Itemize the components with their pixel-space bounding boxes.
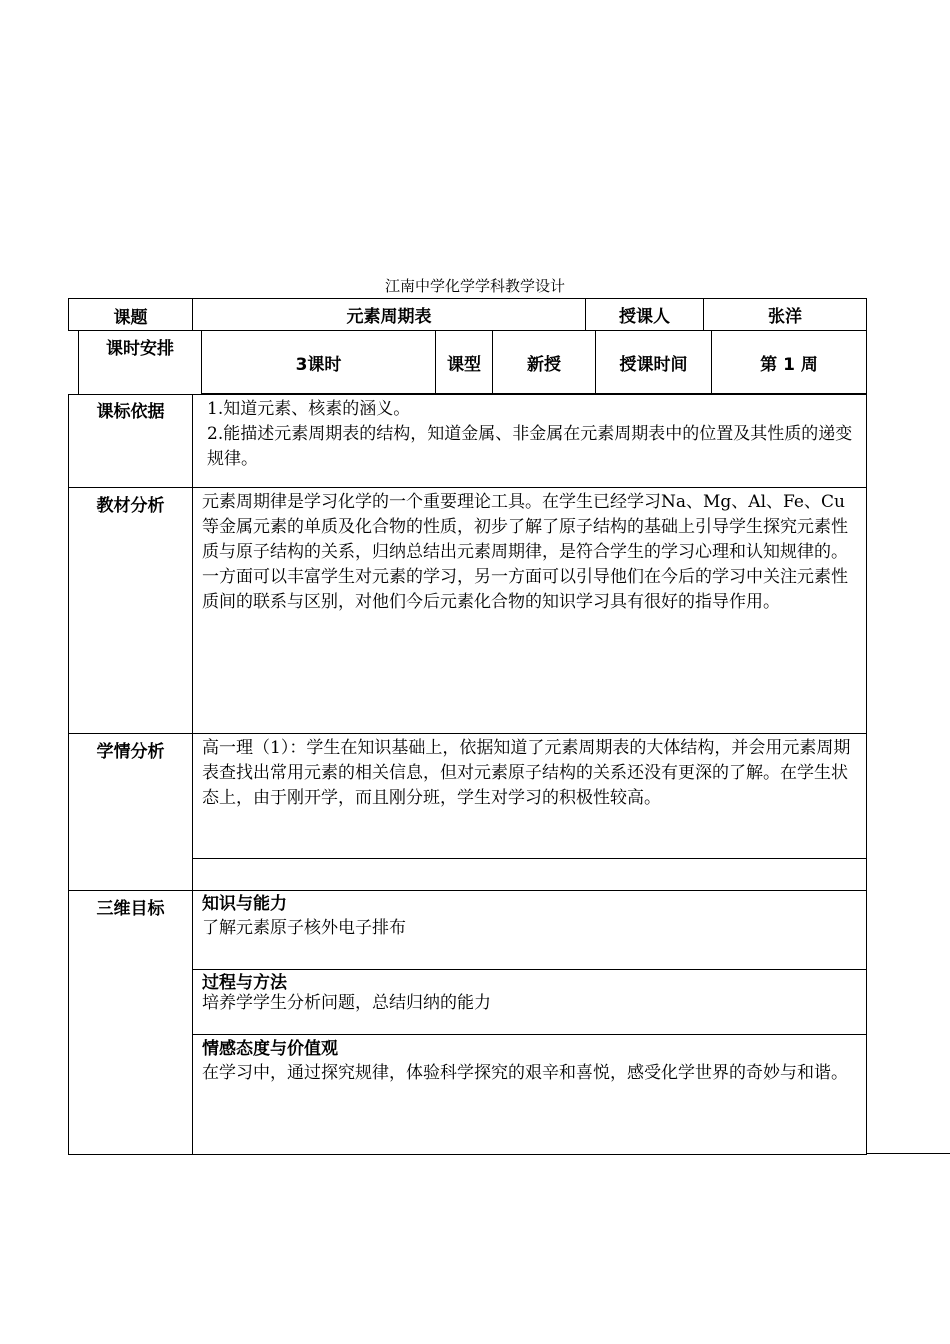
curriculum-basis-line-2: 2.能描述元素周期表的结构，知道金属、非金属在元素周期表中的位置及其性质的递变规律。 (207, 424, 853, 469)
emotion-section (202, 1037, 858, 1086)
curriculum-basis-line-1: 1.知道元素、核素的涵义。 (207, 399, 411, 419)
document-title: 江南中学化学学科教学设计 (384, 277, 565, 295)
rule-after-basis (68, 487, 867, 488)
header-row (68, 298, 867, 331)
hours-value: 3课时 (202, 331, 436, 393)
label-column-rule (192, 394, 193, 1155)
time-label: 授课时间 (596, 331, 712, 393)
schedule-label: 课时安排 (106, 339, 174, 359)
topic-label: 课题 (69, 299, 193, 330)
objectives-label: 三维目标 (96, 899, 165, 919)
textbook-analysis-text: 元素周期律是学习化学的一个重要理论工具。在学生已经学习Na、Mg、Al、Fe、Cu等金属元素的单质及化合物的性质，初步了解了原子结构的基础上引导学生探究元素性质与原子结构的关系，归纳总结出元素周期律，是符合学生的学习心理和认知规律的。一方面可以丰富学生对元素的学习，另一方面可以引导他们在今后的学习中关注元素性质间的联系与区别，对他们今后元素化合物的知识学习具有很好的指导作用。 (202, 492, 848, 612)
knowledge-section (202, 892, 858, 941)
time-value: 第 1 周 (760, 354, 818, 375)
rule-after-textbook (68, 733, 867, 734)
process-heading: 过程与方法 (202, 973, 287, 993)
schedule-row (201, 331, 867, 394)
type-value: 新授 (493, 331, 596, 393)
curriculum-basis-label: 课标依据 (96, 402, 165, 422)
rule-after-process (192, 1034, 867, 1035)
type-label: 课型 (436, 331, 493, 393)
knowledge-text: 了解元素原子核外电子排布 (202, 918, 406, 938)
rule-after-knowledge (192, 969, 867, 970)
student-analysis-text: 高一理（1）：学生在知识基础上，依据知道了元素周期表的大体结构，并会用元素周期表查找出常用元素的相关信息，但对元素原子结构的关系还没有更深的了解。在学生状态上，由于刚开学，而且刚分班，学生对学习的积极性较高。 (202, 738, 851, 808)
textbook-analysis-label: 教材分析 (96, 496, 165, 516)
process-section (202, 971, 858, 1016)
topic-value: 元素周期表 (193, 299, 586, 330)
rule-student-inner (192, 858, 867, 859)
student-analysis-label: 学情分析 (96, 742, 165, 762)
emotion-heading: 情感态度与价值观 (202, 1039, 338, 1059)
rule-after-student (68, 890, 867, 891)
process-text: 培养学学生分析问题，总结归纳的能力 (202, 993, 491, 1013)
rule-bottom-extension (867, 1153, 950, 1154)
top-rule (68, 394, 867, 395)
emotion-text: 在学习中，通过探究规律，体验科学探究的艰辛和喜悦，感受化学世界的奇妙与和谐。 (202, 1063, 848, 1083)
teacher-label: 授课人 (586, 299, 704, 330)
teacher-value: 张洋 (768, 307, 802, 327)
knowledge-heading: 知识与能力 (202, 894, 287, 914)
